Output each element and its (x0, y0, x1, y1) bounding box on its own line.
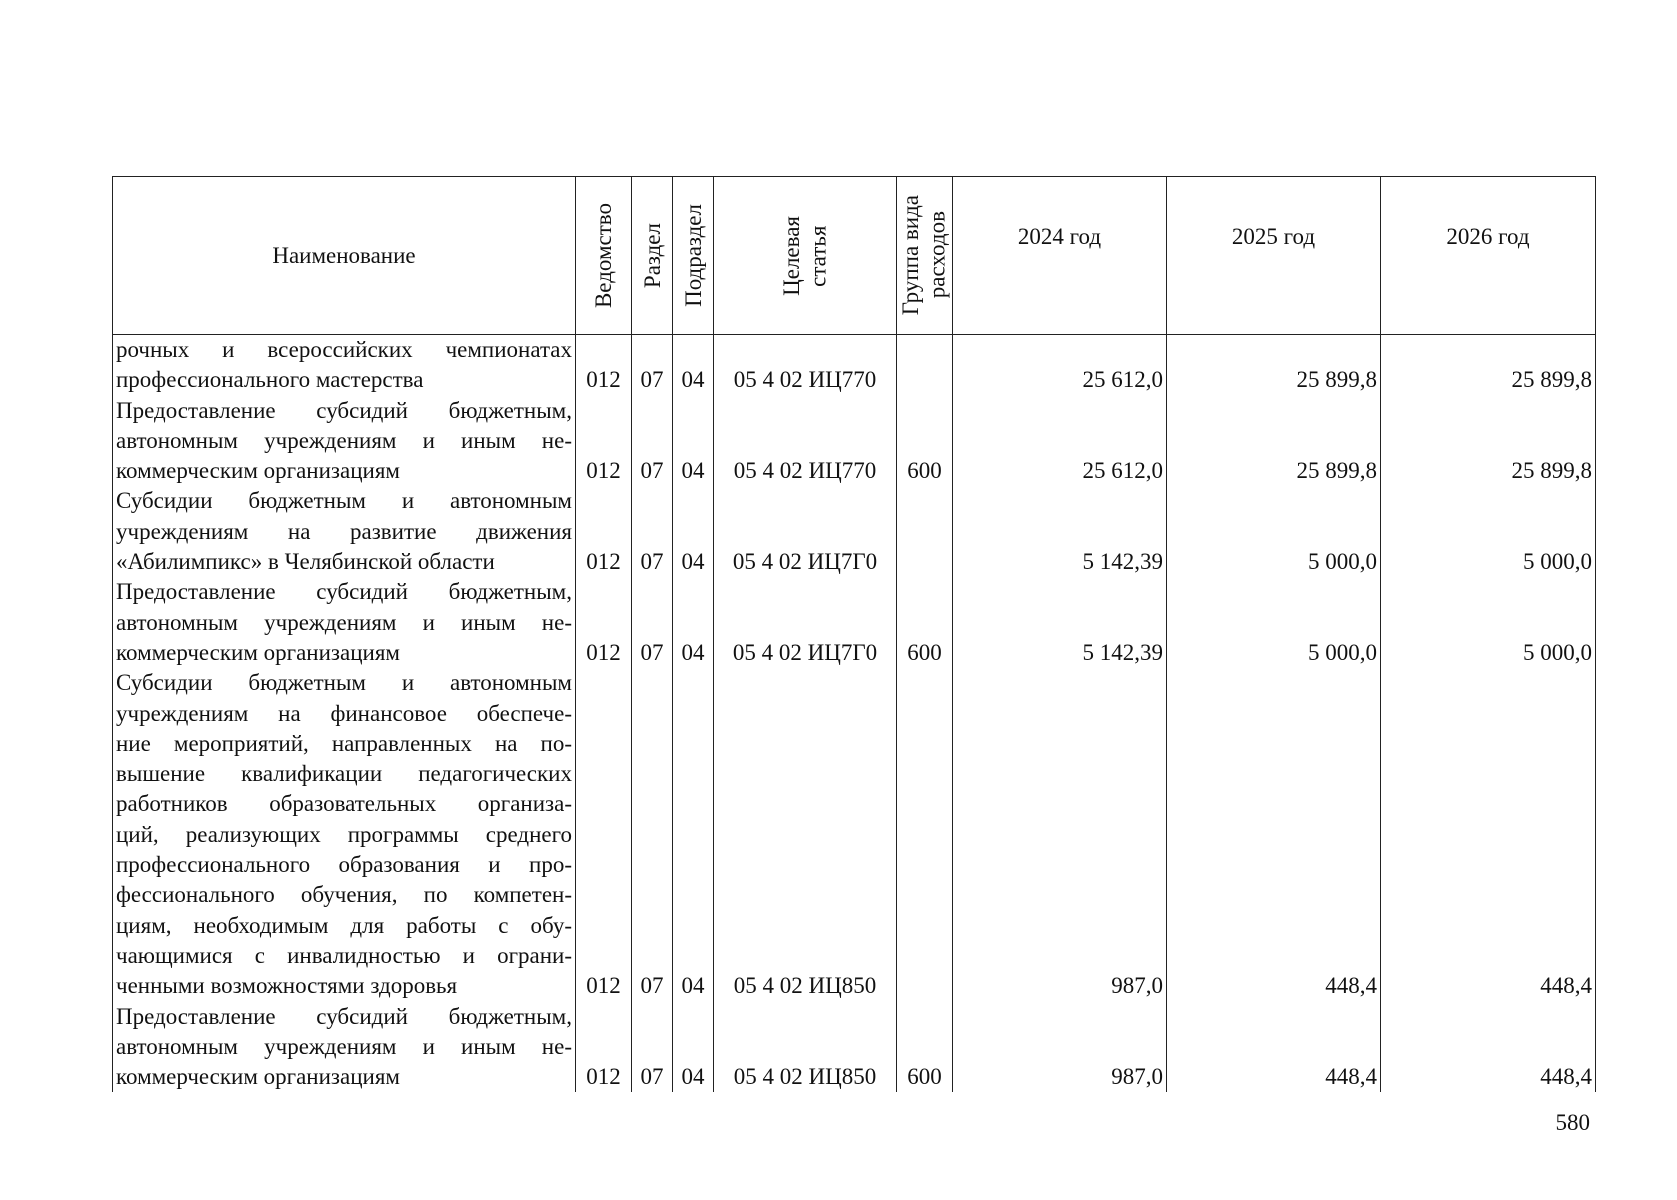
row-name-line: ченными возможностями здоровья (116, 973, 458, 999)
row-2025: 5 000,0 (1167, 486, 1381, 577)
row-name-line: автономным учреждениям и иным не- (116, 427, 572, 453)
row-name-line: рочных и всероссийских чемпионатах (116, 337, 572, 362)
row-2025: 5 000,0 (1167, 577, 1381, 668)
row-name-line: автономным учреждениям и иным не- (116, 1033, 572, 1059)
row-razdel: 07 (632, 577, 673, 668)
row-2025: 448,4 (1167, 668, 1381, 1001)
row-vedomstvo: 012 (576, 396, 632, 487)
row-2026: 5 000,0 (1381, 577, 1596, 668)
row-gruppa-vida-rashodov (897, 335, 953, 396)
header-podrazdel: Подраздел (673, 177, 714, 335)
row-gruppa-vida-rashodov (897, 668, 953, 1001)
table-row (113, 668, 1596, 1001)
row-celevaya-statya: 05 4 02 ИЦ850 (714, 668, 897, 1001)
row-gruppa-vida-rashodov: 600 (897, 396, 953, 487)
row-name-line: Субсидии бюджетным и автономным (116, 670, 572, 696)
header-2026: 2026 год (1381, 177, 1596, 335)
row-razdel: 07 (632, 396, 673, 487)
row-2026: 448,4 (1381, 668, 1596, 1001)
row-name-line: профессионального мастерства (116, 367, 424, 393)
row-podrazdel: 04 (673, 396, 714, 487)
row-name-line: Субсидии бюджетным и автономным (116, 488, 572, 514)
row-2026: 25 899,8 (1381, 335, 1596, 396)
row-name-line: коммерческим организациям (116, 458, 400, 484)
row-podrazdel: 04 (673, 577, 714, 668)
header-razdel: Раздел (632, 177, 673, 335)
row-name-line: чающимися с инвалидностью и ограни- (116, 942, 572, 968)
table-body (113, 335, 1596, 1093)
row-2024: 5 142,39 (953, 486, 1167, 577)
row-2025: 25 899,8 (1167, 335, 1381, 396)
table-row (113, 1002, 1596, 1093)
row-name-line: коммерческим организациям (116, 1064, 400, 1090)
row-podrazdel: 04 (673, 335, 714, 396)
row-name-line: Предоставление субсидий бюджетным, (116, 397, 572, 423)
row-gruppa-vida-rashodov: 600 (897, 1002, 953, 1093)
row-name-line: ние мероприятий, направленных на по- (116, 730, 572, 756)
header-row (113, 177, 1596, 335)
row-name-line: автономным учреждениям и иным не- (116, 609, 572, 635)
table-row (113, 577, 1596, 668)
row-2026: 5 000,0 (1381, 486, 1596, 577)
row-razdel: 07 (632, 1002, 673, 1093)
row-vedomstvo: 012 (576, 577, 632, 668)
row-2026: 25 899,8 (1381, 396, 1596, 487)
table-row (113, 396, 1596, 487)
row-vedomstvo: 012 (576, 668, 632, 1001)
table-row (113, 486, 1596, 577)
row-celevaya-statya: 05 4 02 ИЦ770 (714, 396, 897, 487)
row-name-line: коммерческим организациям (116, 639, 400, 665)
row-name-line: учреждениям на финансовое обеспече- (116, 700, 572, 726)
row-vedomstvo: 012 (576, 486, 632, 577)
row-name (113, 577, 576, 668)
row-2025: 25 899,8 (1167, 396, 1381, 487)
row-2024: 25 612,0 (953, 396, 1167, 487)
row-2024: 987,0 (953, 668, 1167, 1001)
row-name-line: учреждениям на развитие движения (116, 518, 572, 544)
row-podrazdel: 04 (673, 1002, 714, 1093)
row-2024: 987,0 (953, 1002, 1167, 1093)
row-name-line: профессионального образования и про- (116, 852, 572, 878)
row-name-line: вышение квалификации педагогических (116, 761, 572, 787)
row-name (113, 396, 576, 487)
row-razdel: 07 (632, 668, 673, 1001)
row-name-line: ций, реализующих программы среднего (116, 821, 572, 847)
page-number: 580 (1555, 1110, 1590, 1135)
row-2024: 25 612,0 (953, 335, 1167, 396)
row-name-line: Предоставление субсидий бюджетным, (116, 579, 572, 605)
row-name-line: циям, необходимым для работы с обу- (116, 912, 572, 938)
row-celevaya-statya: 05 4 02 ИЦ850 (714, 1002, 897, 1093)
row-celevaya-statya: 05 4 02 ИЦ7Г0 (714, 577, 897, 668)
row-vedomstvo: 012 (576, 335, 632, 396)
row-name (113, 1002, 576, 1093)
header-celevaya-statya: Целевая статья (714, 177, 897, 335)
row-name (113, 486, 576, 577)
row-name (113, 668, 576, 1001)
header-gruppa-vida-rashodov: Группа вида расходов (897, 177, 953, 335)
row-2026: 448,4 (1381, 1002, 1596, 1093)
header-2025: 2025 год (1167, 177, 1381, 335)
row-podrazdel: 04 (673, 486, 714, 577)
budget-table (112, 176, 1596, 1092)
row-gruppa-vida-rashodov (897, 486, 953, 577)
row-razdel: 07 (632, 486, 673, 577)
row-celevaya-statya: 05 4 02 ИЦ7Г0 (714, 486, 897, 577)
row-name-line: работников образовательных организа- (116, 791, 572, 817)
row-name (113, 335, 576, 396)
row-celevaya-statya: 05 4 02 ИЦ770 (714, 335, 897, 396)
header-2024: 2024 год (953, 177, 1167, 335)
row-name-line: «Абилимпикс» в Челябинской области (116, 549, 495, 575)
header-vedomstvo: Ведомство (576, 177, 632, 335)
row-podrazdel: 04 (673, 668, 714, 1001)
row-name-line: Предоставление субсидий бюджетным, (116, 1003, 572, 1029)
row-2024: 5 142,39 (953, 577, 1167, 668)
table-row (113, 335, 1596, 396)
row-name-line: фессионального обучения, по компетен- (116, 882, 572, 908)
row-vedomstvo: 012 (576, 1002, 632, 1093)
row-gruppa-vida-rashodov: 600 (897, 577, 953, 668)
row-razdel: 07 (632, 335, 673, 396)
header-name: Наименование (113, 177, 576, 335)
row-2025: 448,4 (1167, 1002, 1381, 1093)
